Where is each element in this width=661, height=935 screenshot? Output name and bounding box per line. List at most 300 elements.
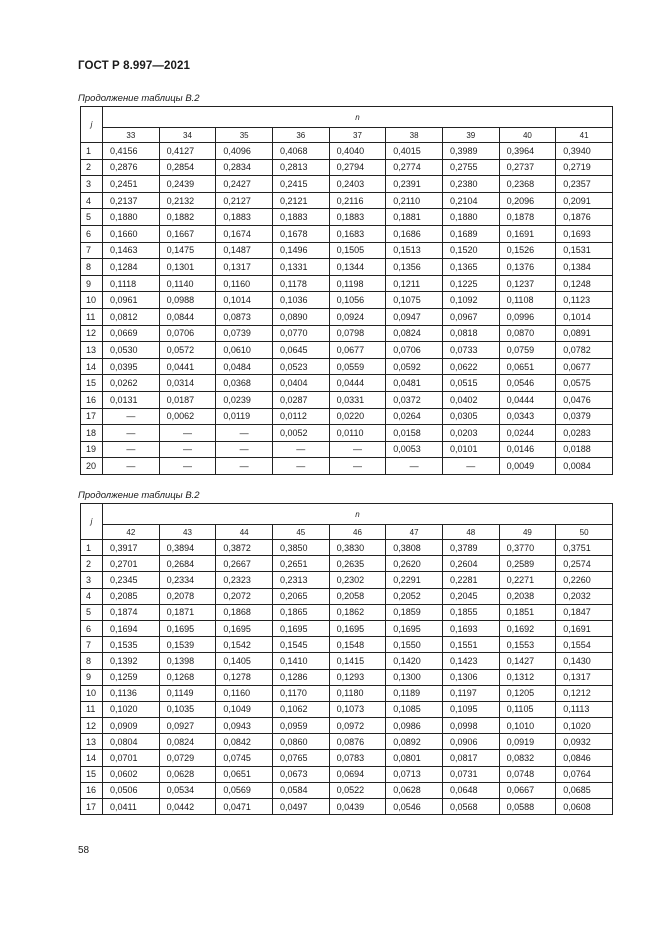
value-cell: 0,0331: [329, 391, 386, 408]
value-cell: 0,1883: [329, 209, 386, 226]
value-cell: 0,1876: [556, 209, 613, 226]
n-value-column-header: 43: [159, 525, 216, 540]
row-index-cell: 8: [81, 653, 103, 669]
value-cell: 0,0733: [442, 342, 499, 359]
value-cell: 0,0444: [329, 375, 386, 392]
value-cell: 0,1520: [442, 242, 499, 259]
value-cell: 0,1365: [442, 259, 499, 276]
value-cell: 0,0782: [556, 342, 613, 359]
value-cell: 0,0694: [329, 766, 386, 782]
value-cell: 0,1020: [103, 701, 160, 717]
value-cell: 0,0439: [329, 799, 386, 815]
table-row: [81, 766, 613, 782]
table-row: [81, 408, 613, 425]
value-cell: 0,1056: [329, 292, 386, 309]
value-cell: 0,0748: [499, 766, 556, 782]
value-cell: 0,2755: [442, 159, 499, 176]
value-cell: 0,1405: [216, 653, 273, 669]
value-cell: 0,1695: [329, 620, 386, 636]
n-value-column-header: 40: [499, 128, 556, 143]
table-row: [81, 653, 613, 669]
row-index-cell: 12: [81, 718, 103, 734]
value-cell: 0,0812: [103, 308, 160, 325]
value-cell: 0,0062: [159, 408, 216, 425]
value-cell: 0,1085: [386, 701, 443, 717]
value-cell: 0,1259: [103, 669, 160, 685]
row-index-cell: 18: [81, 425, 103, 442]
value-cell: 0,0588: [499, 799, 556, 815]
value-cell: 0,1851: [499, 604, 556, 620]
value-cell: 0,1535: [103, 637, 160, 653]
value-cell: 0,1868: [216, 604, 273, 620]
value-cell: 0,1660: [103, 225, 160, 242]
value-cell: 0,0146: [499, 441, 556, 458]
value-cell: 0,1020: [556, 718, 613, 734]
value-cell: 0,1301: [159, 259, 216, 276]
value-cell: 0,1108: [499, 292, 556, 309]
value-cell: 0,0305: [442, 408, 499, 425]
n-column-group-header: n: [103, 107, 613, 128]
row-index-cell: 15: [81, 375, 103, 392]
value-cell: 0,1880: [103, 209, 160, 226]
table-row: [81, 556, 613, 572]
value-cell: 0,1136: [103, 685, 160, 701]
value-cell: 0,1149: [159, 685, 216, 701]
value-cell: 0,0959: [272, 718, 329, 734]
table-row: [81, 325, 613, 342]
row-index-cell: 7: [81, 242, 103, 259]
value-cell: —: [216, 458, 273, 475]
value-cell: 0,1073: [329, 701, 386, 717]
value-cell: 0,2719: [556, 159, 613, 176]
value-cell: —: [272, 458, 329, 475]
value-cell: 0,2427: [216, 176, 273, 193]
value-cell: 0,4156: [103, 143, 160, 160]
data-table: [80, 503, 613, 815]
value-cell: 0,0891: [556, 325, 613, 342]
value-cell: 0,0131: [103, 391, 160, 408]
value-cell: 0,0919: [499, 734, 556, 750]
value-cell: 0,2078: [159, 588, 216, 604]
value-cell: 0,1212: [556, 685, 613, 701]
value-cell: 0,1010: [499, 718, 556, 734]
value-cell: 0,1427: [499, 653, 556, 669]
value-cell: 0,2684: [159, 556, 216, 572]
value-cell: 0,0559: [329, 358, 386, 375]
n-value-column-header: 48: [442, 525, 499, 540]
value-cell: 0,0801: [386, 750, 443, 766]
n-value-column-header: 47: [386, 525, 443, 540]
value-cell: 0,2415: [272, 176, 329, 193]
value-cell: 0,2403: [329, 176, 386, 193]
value-cell: 0,2045: [442, 588, 499, 604]
value-cell: —: [442, 458, 499, 475]
value-cell: 0,1075: [386, 292, 443, 309]
value-cell: 0,0961: [103, 292, 160, 309]
value-cell: 0,1871: [159, 604, 216, 620]
value-cell: 0,0685: [556, 782, 613, 798]
value-cell: 0,0824: [159, 734, 216, 750]
table-row: [81, 718, 613, 734]
n-value-column-header: 38: [386, 128, 443, 143]
row-index-cell: 6: [81, 620, 103, 636]
value-cell: 0,0947: [386, 308, 443, 325]
value-cell: 0,0890: [272, 308, 329, 325]
value-cell: 0,0651: [499, 358, 556, 375]
value-cell: 0,0053: [386, 441, 443, 458]
value-cell: 0,0052: [272, 425, 329, 442]
value-cell: 0,0817: [442, 750, 499, 766]
value-cell: 0,1344: [329, 259, 386, 276]
value-cell: 0,0706: [386, 342, 443, 359]
value-cell: 0,1881: [386, 209, 443, 226]
table-row: [81, 308, 613, 325]
value-cell: 0,1686: [386, 225, 443, 242]
value-cell: 0,1286: [272, 669, 329, 685]
value-cell: 0,0924: [329, 308, 386, 325]
value-cell: 0,2667: [216, 556, 273, 572]
value-cell: 0,1095: [442, 701, 499, 717]
value-cell: 0,1410: [272, 653, 329, 669]
n-value-column-header: 37: [329, 128, 386, 143]
value-cell: 0,0729: [159, 750, 216, 766]
value-cell: 0,0739: [216, 325, 273, 342]
row-index-cell: 2: [81, 556, 103, 572]
value-cell: 0,1398: [159, 653, 216, 669]
value-cell: 0,0244: [499, 425, 556, 442]
value-cell: 0,1225: [442, 275, 499, 292]
value-cell: 0,1865: [272, 604, 329, 620]
value-cell: —: [216, 425, 273, 442]
value-cell: 0,1423: [442, 653, 499, 669]
value-cell: 0,0645: [272, 342, 329, 359]
value-cell: 0,2085: [103, 588, 160, 604]
value-cell: 0,0112: [272, 408, 329, 425]
value-cell: 0,1415: [329, 653, 386, 669]
value-cell: 0,1376: [499, 259, 556, 276]
value-cell: 0,0101: [442, 441, 499, 458]
value-cell: 0,4040: [329, 143, 386, 160]
value-cell: 0,0546: [386, 799, 443, 815]
row-index-cell: 14: [81, 358, 103, 375]
value-cell: 0,3808: [386, 540, 443, 556]
value-cell: 0,0622: [442, 358, 499, 375]
n-value-column-header: 42: [103, 525, 160, 540]
value-cell: 0,1198: [329, 275, 386, 292]
value-cell: 0,3989: [442, 143, 499, 160]
row-index-cell: 20: [81, 458, 103, 475]
value-cell: 0,1160: [216, 685, 273, 701]
value-cell: 0,1160: [216, 275, 273, 292]
value-cell: 0,2323: [216, 572, 273, 588]
page-number: 58: [78, 845, 90, 856]
table-row: [81, 441, 613, 458]
value-cell: 0,0343: [499, 408, 556, 425]
row-index-cell: 8: [81, 259, 103, 276]
value-cell: 0,3964: [499, 143, 556, 160]
value-cell: 0,0770: [272, 325, 329, 342]
value-cell: 0,0651: [216, 766, 273, 782]
value-cell: 0,3751: [556, 540, 613, 556]
value-cell: 0,0759: [499, 342, 556, 359]
value-cell: 0,0844: [159, 308, 216, 325]
value-cell: 0,1197: [442, 685, 499, 701]
value-cell: 0,1539: [159, 637, 216, 653]
table-row: [81, 750, 613, 766]
value-cell: 0,0404: [272, 375, 329, 392]
value-cell: 0,0368: [216, 375, 273, 392]
row-index-cell: 1: [81, 143, 103, 160]
value-cell: 0,2589: [499, 556, 556, 572]
value-cell: 0,0119: [216, 408, 273, 425]
value-cell: 0,1674: [216, 225, 273, 242]
value-cell: 0,2380: [442, 176, 499, 193]
value-cell: 0,1548: [329, 637, 386, 653]
table-row: [81, 425, 613, 442]
table-row: [81, 342, 613, 359]
value-cell: 0,1123: [556, 292, 613, 309]
table-row: [81, 685, 613, 701]
value-cell: 0,1883: [272, 209, 329, 226]
row-index-cell: 10: [81, 685, 103, 701]
value-cell: 0,0471: [216, 799, 273, 815]
value-cell: 0,1553: [499, 637, 556, 653]
value-cell: 0,0402: [442, 391, 499, 408]
value-cell: 0,2110: [386, 192, 443, 209]
row-index-cell: 6: [81, 225, 103, 242]
value-cell: 0,2313: [272, 572, 329, 588]
value-cell: 0,1113: [556, 701, 613, 717]
row-index-cell: 17: [81, 799, 103, 815]
value-cell: 0,3872: [216, 540, 273, 556]
value-cell: 0,1317: [556, 669, 613, 685]
value-cell: 0,1542: [216, 637, 273, 653]
value-cell: 0,2357: [556, 176, 613, 193]
value-cell: 0,0824: [386, 325, 443, 342]
value-cell: 0,2271: [499, 572, 556, 588]
value-cell: 0,0764: [556, 766, 613, 782]
value-cell: 0,1554: [556, 637, 613, 653]
value-cell: 0,1855: [442, 604, 499, 620]
table-row: [81, 588, 613, 604]
table-row: [81, 458, 613, 475]
value-cell: 0,1392: [103, 653, 160, 669]
value-cell: 0,0669: [103, 325, 160, 342]
table-row: [81, 540, 613, 556]
value-cell: 0,2137: [103, 192, 160, 209]
table-row: [81, 572, 613, 588]
value-cell: 0,2701: [103, 556, 160, 572]
value-cell: 0,0677: [556, 358, 613, 375]
value-cell: 0,1170: [272, 685, 329, 701]
value-cell: 0,0264: [386, 408, 443, 425]
value-cell: 0,1545: [272, 637, 329, 653]
value-cell: 0,2620: [386, 556, 443, 572]
table-caption: Продолжение таблицы В.2: [78, 490, 200, 501]
value-cell: 0,2635: [329, 556, 386, 572]
row-index-cell: 19: [81, 441, 103, 458]
value-cell: 0,2281: [442, 572, 499, 588]
value-cell: 0,1180: [329, 685, 386, 701]
table-row: [81, 225, 613, 242]
value-cell: —: [103, 408, 160, 425]
value-cell: 0,0932: [556, 734, 613, 750]
value-cell: 0,0610: [216, 342, 273, 359]
table-row: [81, 209, 613, 226]
value-cell: 0,0927: [159, 718, 216, 734]
n-value-column-header: 44: [216, 525, 273, 540]
value-cell: 0,0484: [216, 358, 273, 375]
value-cell: 0,1693: [556, 225, 613, 242]
value-cell: 0,1691: [499, 225, 556, 242]
value-cell: 0,0873: [216, 308, 273, 325]
value-cell: 0,0783: [329, 750, 386, 766]
table-row: [81, 259, 613, 276]
value-cell: 0,0441: [159, 358, 216, 375]
value-cell: —: [103, 425, 160, 442]
value-cell: —: [103, 458, 160, 475]
table-row: [81, 669, 613, 685]
value-cell: 0,0986: [386, 718, 443, 734]
value-cell: 0,1694: [103, 620, 160, 636]
value-cell: 0,2737: [499, 159, 556, 176]
table-caption: Продолжение таблицы В.2: [78, 93, 200, 104]
value-cell: 0,0892: [386, 734, 443, 750]
row-index-cell: 7: [81, 637, 103, 653]
value-cell: 0,0846: [556, 750, 613, 766]
value-cell: 0,1284: [103, 259, 160, 276]
row-index-cell: 3: [81, 572, 103, 588]
value-cell: 0,0239: [216, 391, 273, 408]
table-row: [81, 242, 613, 259]
value-cell: 0,1356: [386, 259, 443, 276]
value-cell: 0,0906: [442, 734, 499, 750]
value-cell: 0,2451: [103, 176, 160, 193]
row-index-cell: 5: [81, 604, 103, 620]
value-cell: 0,1693: [442, 620, 499, 636]
value-cell: 0,4127: [159, 143, 216, 160]
value-cell: 0,2439: [159, 176, 216, 193]
value-cell: 0,0713: [386, 766, 443, 782]
value-cell: 0,2096: [499, 192, 556, 209]
n-value-column-header: 36: [272, 128, 329, 143]
value-cell: 0,1505: [329, 242, 386, 259]
value-cell: 0,2291: [386, 572, 443, 588]
value-cell: 0,2774: [386, 159, 443, 176]
value-cell: 0,0523: [272, 358, 329, 375]
value-cell: 0,0943: [216, 718, 273, 734]
value-cell: 0,2072: [216, 588, 273, 604]
value-cell: 0,4068: [272, 143, 329, 160]
value-cell: 0,2052: [386, 588, 443, 604]
value-cell: 0,0575: [556, 375, 613, 392]
value-cell: 0,1014: [556, 308, 613, 325]
value-cell: 0,0568: [442, 799, 499, 815]
value-cell: 0,0798: [329, 325, 386, 342]
value-cell: 0,0497: [272, 799, 329, 815]
value-cell: 0,1312: [499, 669, 556, 685]
value-cell: 0,0667: [499, 782, 556, 798]
value-cell: 0,0262: [103, 375, 160, 392]
table-row: [81, 701, 613, 717]
value-cell: 0,1689: [442, 225, 499, 242]
value-cell: 0,2368: [499, 176, 556, 193]
table-row: [81, 375, 613, 392]
value-cell: 0,1678: [272, 225, 329, 242]
value-cell: 0,2334: [159, 572, 216, 588]
value-cell: 0,2794: [329, 159, 386, 176]
value-cell: 0,1211: [386, 275, 443, 292]
row-index-cell: 1: [81, 540, 103, 556]
row-index-cell: 9: [81, 669, 103, 685]
value-cell: 0,0628: [386, 782, 443, 798]
value-cell: 0,0909: [103, 718, 160, 734]
value-cell: 0,2834: [216, 159, 273, 176]
value-cell: 0,1062: [272, 701, 329, 717]
value-cell: 0,0592: [386, 358, 443, 375]
value-cell: 0,0379: [556, 408, 613, 425]
value-cell: 0,0701: [103, 750, 160, 766]
table-row: [81, 292, 613, 309]
value-cell: 0,1695: [386, 620, 443, 636]
row-index-cell: 11: [81, 701, 103, 717]
n-value-column-header: 39: [442, 128, 499, 143]
n-value-column-header: 35: [216, 128, 273, 143]
value-cell: 0,0608: [556, 799, 613, 815]
value-cell: 0,1883: [216, 209, 273, 226]
table-row: [81, 734, 613, 750]
value-cell: 0,1268: [159, 669, 216, 685]
value-cell: 0,2604: [442, 556, 499, 572]
row-index-cell: 5: [81, 209, 103, 226]
value-cell: 0,1880: [442, 209, 499, 226]
value-cell: 0,0832: [499, 750, 556, 766]
value-cell: 0,0706: [159, 325, 216, 342]
value-cell: 0,1331: [272, 259, 329, 276]
value-cell: 0,1847: [556, 604, 613, 620]
value-cell: 0,1551: [442, 637, 499, 653]
table-row: [81, 143, 613, 160]
value-cell: 0,0084: [556, 458, 613, 475]
row-index-cell: 12: [81, 325, 103, 342]
value-cell: 0,0110: [329, 425, 386, 442]
value-cell: 0,2116: [329, 192, 386, 209]
row-index-cell: 3: [81, 176, 103, 193]
value-cell: 0,1293: [329, 669, 386, 685]
value-cell: —: [272, 441, 329, 458]
data-table: [80, 106, 613, 475]
value-cell: 0,1550: [386, 637, 443, 653]
value-cell: 0,2132: [159, 192, 216, 209]
row-index-cell: 4: [81, 588, 103, 604]
value-cell: 0,0648: [442, 782, 499, 798]
value-cell: 0,1878: [499, 209, 556, 226]
value-cell: 0,0972: [329, 718, 386, 734]
value-cell: 0,0765: [272, 750, 329, 766]
value-cell: 0,0188: [556, 441, 613, 458]
value-cell: 0,0602: [103, 766, 160, 782]
table-row: [81, 159, 613, 176]
value-cell: 0,0506: [103, 782, 160, 798]
value-cell: 0,1317: [216, 259, 273, 276]
value-cell: 0,0283: [556, 425, 613, 442]
value-cell: 0,0673: [272, 766, 329, 782]
value-cell: 0,1526: [499, 242, 556, 259]
value-cell: 0,1695: [159, 620, 216, 636]
value-cell: 0,0534: [159, 782, 216, 798]
value-cell: 0,2391: [386, 176, 443, 193]
value-cell: 0,0818: [442, 325, 499, 342]
